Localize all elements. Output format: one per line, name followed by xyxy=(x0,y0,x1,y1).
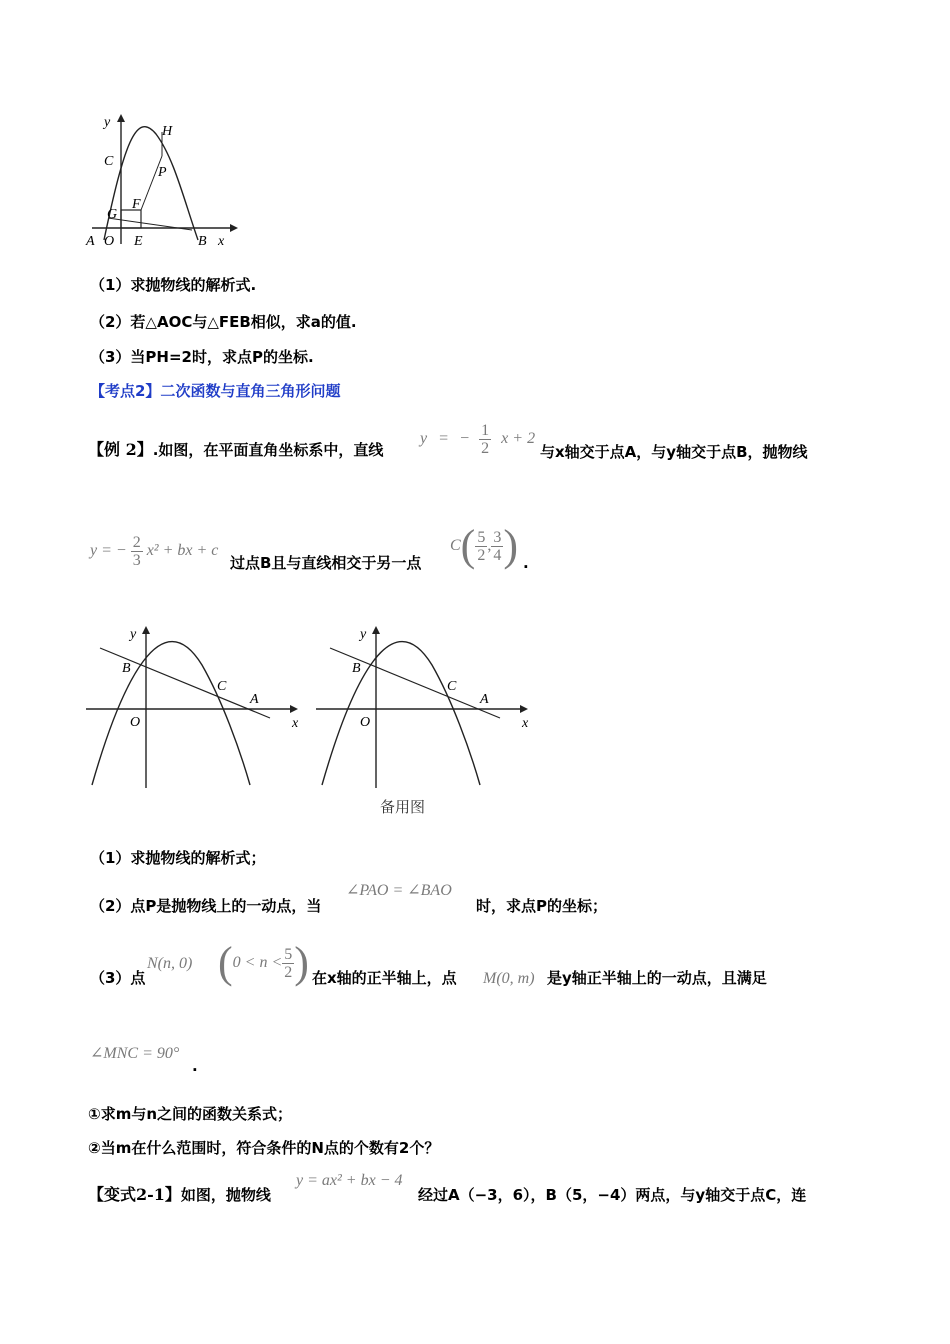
variant-text-a: 如图，抛物线 xyxy=(180,1186,271,1204)
label-h: H xyxy=(162,124,173,139)
x-axis-arrow xyxy=(230,224,238,232)
label-y: y xyxy=(360,627,367,642)
variant-equation: y = ax² + bx − 4 xyxy=(296,1172,403,1189)
n-inequality: (0 < n < $\frac{5}{2}$ ) xyxy=(218,938,309,987)
label-y: y xyxy=(130,627,137,642)
y-axis-arrow xyxy=(117,114,125,122)
ex2-question-3b: 在x轴的正半轴上，点 xyxy=(312,969,457,987)
parabola-curve xyxy=(322,642,480,785)
ex2-subquestion-1: ①求m与n之间的函数关系式； xyxy=(88,1105,293,1123)
example-2-line-1 xyxy=(88,440,383,460)
figure-2-spare-diagram xyxy=(312,620,542,790)
label-c: C xyxy=(217,679,227,694)
x-axis-arrow xyxy=(290,705,298,713)
prev-question-2: （2）若△AOC与△FEB相似，求a的值. xyxy=(90,313,357,331)
square-gfeo xyxy=(121,210,141,228)
label-o: O xyxy=(104,234,115,249)
ex2-question-1: （1）求抛物线的解析式； xyxy=(90,849,266,867)
label-o: O xyxy=(130,715,141,730)
label-c: C xyxy=(104,154,114,169)
label-e: E xyxy=(134,234,143,249)
figure-2-diagram xyxy=(82,620,312,790)
ex2-question-3-period: . xyxy=(192,1057,198,1075)
variant-tag: 【变式2-1】 xyxy=(88,1185,181,1204)
spare-figure-caption: 备用图 xyxy=(380,798,426,816)
point-m: M(0, m) xyxy=(483,970,535,987)
example-2-tag: 【例 2】 xyxy=(88,440,153,459)
line-equation: y = − $\frac{1}{2}$ x + 2 xyxy=(420,422,536,457)
label-a: A xyxy=(480,692,489,707)
label-p: P xyxy=(158,165,167,180)
label-b: B xyxy=(198,234,207,249)
line-ab xyxy=(100,648,270,718)
label-x: x xyxy=(522,716,529,731)
label-b: B xyxy=(122,661,131,676)
parabola-equation: y = − $\frac{2}{3}$ x² + bx + c xyxy=(90,534,219,569)
point-n: N(n, 0) xyxy=(147,955,193,972)
label-x: x xyxy=(218,234,225,249)
ex2-question-3c: 是y轴正半轴上的一动点，且满足 xyxy=(547,969,767,987)
label-y: y xyxy=(104,115,111,130)
ex2-question-3a: （3）点 xyxy=(90,969,146,987)
y-axis-arrow xyxy=(142,626,150,634)
label-f: F xyxy=(132,197,141,212)
x-axis-arrow xyxy=(520,705,528,713)
ex2-question-2b: 时，求点P的坐标； xyxy=(476,897,607,915)
example-2-intro-b: 与x轴交于点A，与y轴交于点B，抛物线 xyxy=(540,443,808,461)
label-a: A xyxy=(250,692,259,707)
label-g: G xyxy=(107,207,118,222)
example-2-period: . xyxy=(523,554,529,572)
prev-question-1: （1）求抛物线的解析式. xyxy=(90,276,257,294)
y-axis-arrow xyxy=(372,626,380,634)
label-a: A xyxy=(86,234,95,249)
figure-1-diagram xyxy=(84,110,244,252)
label-c: C xyxy=(447,679,457,694)
right-angle-condition: ∠MNC = 90° xyxy=(90,1045,180,1062)
example-2-intro-a: .如图，在平面直角坐标系中，直线 xyxy=(152,441,384,459)
line-ab xyxy=(330,648,500,718)
label-x: x xyxy=(292,716,299,731)
label-o: O xyxy=(360,715,371,730)
example-2-intro-c: 过点B且与直线相交于另一点 xyxy=(230,554,422,572)
prev-question-3: （3）当PH=2时，求点P的坐标. xyxy=(90,348,314,366)
variant-text-b: 经过A（−3，6），B（5，−4）两点，与y轴交于点C，连 xyxy=(418,1186,807,1204)
section-2-title: 【考点2】二次函数与直角三角形问题 xyxy=(90,382,341,400)
parabola-curve xyxy=(92,642,250,785)
label-b: B xyxy=(352,661,361,676)
variant-2-1-line xyxy=(88,1185,271,1205)
point-c-coordinates: C( $\frac{5}{2}$ , $\frac{3}{4}$ ) xyxy=(450,521,518,570)
angle-equation: ∠PAO = ∠BAO xyxy=(346,882,452,899)
ex2-subquestion-2: ②当m在什么范围时，符合条件的N点的个数有2个？ xyxy=(88,1139,440,1157)
ex2-question-2a: （2）点P是抛物线上的一动点，当 xyxy=(90,897,322,915)
